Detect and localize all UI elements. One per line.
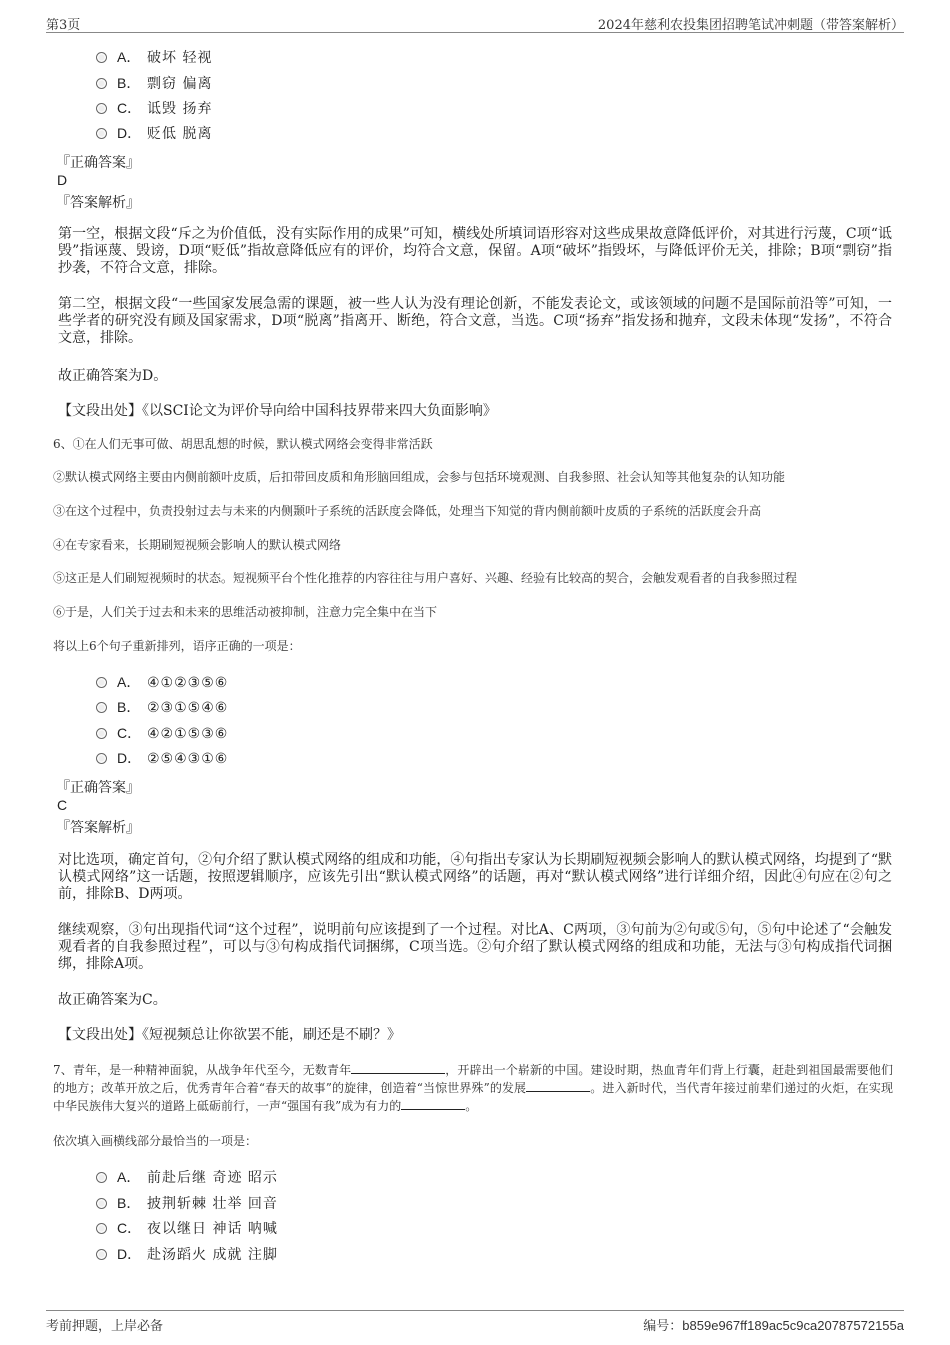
page-header (46, 12, 904, 33)
answer-blank (401, 1097, 465, 1110)
option-a[interactable]: A． 前赴后继 奇迹 昭示 (96, 1167, 278, 1189)
answer-blank (526, 1079, 590, 1092)
correct-answer-label: 『正确答案』 (56, 780, 140, 796)
question-sentence: ②默认模式网络主要由内侧前额叶皮质，后扣带回皮质和角形脑回组成，会参与包括环境观测、自我参照、社会认知等其他复杂的认知功能 (53, 470, 786, 484)
question-sentence: 6、①在人们无事可做、胡思乱想的时候，默认模式网络会变得非常活跃 (53, 437, 433, 451)
analysis-paragraph: 对比选项，确定首句，②句介绍了默认模式网络的组成和功能，④句指出专家认为长期刷短视频会影响人的默认模式网络，均提到了“默认模式网络”这一话题，按照逻辑顺序，应该先引出“默认模式网络”的话题，再对“默认模式网络”进行详细介绍，因此④句应在②句之前，排除B、D两项。 (58, 852, 892, 902)
source-citation: 【文段出处】《短视频总让你欲罢不能，刷还是不刷？》 (58, 1027, 401, 1043)
radio-icon[interactable] (96, 677, 107, 688)
footer-slogan: 考前押题，上岸必备 (46, 1319, 164, 1334)
radio-icon[interactable] (96, 1249, 107, 1260)
radio-icon[interactable] (96, 1223, 107, 1234)
analysis-paragraph: 第一空，根据文段“斥之为价值低，没有实际作用的成果”可知，横线处所填词语形容对这些成果故意降低评价，对其进行污蔑，C项“诋毁”指诬蔑、毁谤，D项“贬低”指故意降低应有的评价，均符合文意，保留。A项“破坏”指毁坏，与降低评价无关，排除；B项“剽窃”指抄袭，不符合文意，排除。 (58, 226, 892, 276)
option-a[interactable]: A． 破坏 轻视 (96, 47, 212, 69)
option-d[interactable]: D． ②⑤④③①⑥ (96, 748, 228, 770)
radio-icon[interactable] (96, 702, 107, 713)
analysis-paragraph: 故正确答案为D。 (58, 368, 168, 384)
radio-icon[interactable] (96, 52, 107, 63)
option-b[interactable]: B． 剽窃 偏离 (96, 73, 212, 95)
page-footer (46, 1310, 904, 1335)
radio-icon[interactable] (96, 1198, 107, 1209)
option-c[interactable]: C． 诋毁 扬弃 (96, 98, 212, 120)
radio-icon[interactable] (96, 78, 107, 89)
correct-answer: C (57, 797, 68, 813)
question-sentence: ④在专家看来，长期刷短视频会影响人的默认模式网络 (53, 538, 342, 552)
option-a[interactable]: A． ④①②③⑤⑥ (96, 672, 228, 694)
question-sentence: ⑤这正是人们刷短视频时的状态。短视频平台个性化推荐的内容往往与用户喜好、兴趣、经验有比较高的契合，会触发观看者的自我参照过程 (53, 571, 798, 585)
radio-icon[interactable] (96, 103, 107, 114)
radio-icon[interactable] (96, 753, 107, 764)
option-d[interactable]: D． 贬低 脱离 (96, 123, 212, 145)
option-b[interactable]: B． ②③①⑤④⑥ (96, 697, 228, 719)
option-c[interactable]: C． ④②①⑤③⑥ (96, 723, 228, 745)
option-d[interactable]: D． 赴汤蹈火 成就 注脚 (96, 1244, 278, 1266)
analysis-label: 『答案解析』 (56, 195, 140, 211)
radio-icon[interactable] (96, 128, 107, 139)
correct-answer-label: 『正确答案』 (56, 155, 140, 171)
radio-icon[interactable] (96, 1172, 107, 1183)
question-prompt: 将以上6个句子重新排列，语序正确的一项是： (53, 639, 301, 653)
document-code: 编号：b859e967ff189ac5c9ca20787572155a (643, 1318, 904, 1334)
source-citation: 【文段出处】《以SCI论文为评价导向给中国科技界带来四大负面影响》 (58, 403, 497, 419)
page-number: 第3页 (46, 18, 81, 33)
analysis-paragraph: 继续观察，③句出现指代词“这个过程”，说明前句应该提到了一个过程。对比A、C两项，③句前为②句或⑤句，⑤句中论述了“会触发观看者的自我参照过程”，可以与③句构成指代词捆绑，C项当选。②句介绍了默认模式网络的组成和功能，无法与③句构成指代词捆绑，排除A项。 (58, 922, 892, 972)
answer-blank (351, 1061, 445, 1074)
question-sentence: ⑥于是，人们关于过去和未来的思维活动被抑制，注意力完全集中在当下 (53, 605, 438, 619)
question-sentence: ③在这个过程中，负责投射过去与未来的内侧颞叶子系统的活跃度会降低，处理当下知觉的背内侧前额叶皮质的子系统的活跃度会升高 (53, 504, 762, 518)
question-stem: 7、青年，是一种精神面貌，从战争年代至今，无数青年 ，开辟出一个崭新的中国。建设时期，热血青年们背上行囊，赶赴到祖国最需要他们的地方；改革开放之后，优秀青年合着“春天的故事”的旋律，创造着“当惊世界殊”的发展 。进入新时代，当代青年接过前辈们递过的火炬，在实现中华民族伟大复兴的道路上砥砺前行，一声“强国有我”成为有力的 。 (53, 1063, 893, 1113)
option-c[interactable]: C． 夜以继日 神话 呐喊 (96, 1218, 278, 1240)
radio-icon[interactable] (96, 728, 107, 739)
document-title: 2024年慈利农投集团招聘笔试冲刺题（带答案解析） (597, 18, 904, 33)
question-prompt: 依次填入画横线部分最恰当的一项是： (53, 1134, 258, 1148)
correct-answer: D (57, 172, 68, 188)
analysis-label: 『答案解析』 (56, 820, 140, 836)
option-b[interactable]: B． 披荆斩棘 壮举 回音 (96, 1193, 278, 1215)
analysis-paragraph: 第二空，根据文段“一些国家发展急需的课题，被一些人认为没有理论创新，不能发表论文，或该领域的问题不是国际前沿等”可知，一些学者的研究没有顾及国家需求，D项“脱离”指离开、断绝，符合文意，当选。C项“扬弃”指发扬和抛弃，文段未体现“发扬”，不符合文意，排除。 (58, 296, 892, 346)
analysis-paragraph: 故正确答案为C。 (58, 992, 167, 1008)
